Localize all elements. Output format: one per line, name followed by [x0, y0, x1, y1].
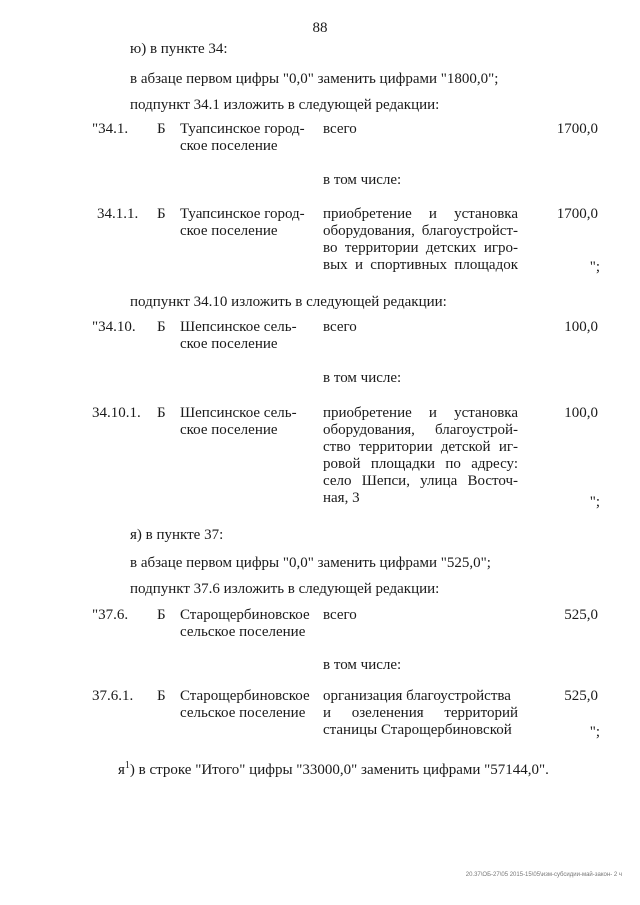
row-amount: 100,0	[564, 405, 598, 421]
paragraph-34-10-intro: подпункт 34.10 изложить в следующей редакции:	[130, 294, 447, 310]
row-description-line: ровой площадки по адресу:	[323, 456, 518, 472]
row-number: "37.6.	[92, 607, 129, 623]
row-description-line: оборудования, благоустройст-	[323, 223, 518, 239]
row-name-line: Старощербиновское	[180, 607, 310, 623]
closing-quote: ";	[589, 259, 600, 275]
row-amount: 1700,0	[556, 121, 598, 137]
row-description-line: ная, 3	[323, 490, 360, 506]
row-code: Б	[157, 607, 166, 623]
row-name	[180, 319, 297, 353]
paragraph-37-6-intro: подпункт 37.6 изложить в следующей редакции:	[130, 581, 440, 597]
row-description: всего	[323, 319, 357, 335]
row-description-line: во территории детских игро-	[323, 240, 518, 256]
row-description-line: ство территории детской иг-	[323, 439, 518, 455]
row-including: в том числе:	[323, 172, 402, 188]
row-code: Б	[157, 206, 166, 222]
row-description-line: оборудования, благоустрой-	[323, 422, 518, 438]
row-name-line: ское поселение	[180, 336, 278, 352]
paragraph-ya1	[118, 760, 549, 779]
row-description-line: вых и спортивных площадок	[323, 257, 518, 273]
row-description	[323, 688, 518, 739]
row-name	[180, 206, 305, 240]
row-description: всего	[323, 121, 357, 137]
row-name-line: Туапсинское город-	[180, 206, 305, 222]
row-code: Б	[157, 688, 166, 704]
row-code: Б	[157, 319, 166, 335]
row-amount: 1700,0	[556, 206, 598, 222]
row-name	[180, 405, 297, 439]
row-name-line: ское поселение	[180, 422, 278, 438]
row-name-line: ское поселение	[180, 138, 278, 154]
row-description-line: организация благоустройства	[323, 688, 511, 704]
row-name-line: Шепсинское сель-	[180, 319, 297, 335]
row-including: в том числе:	[323, 370, 402, 386]
row-description: всего	[323, 607, 357, 623]
row-number: 37.6.1.	[92, 688, 134, 704]
paragraph-yu-first: в абзаце первом цифры "0,0" заменить цифрами "1800,0";	[130, 71, 499, 87]
paragraph-ya-intro: я) в пункте 37:	[130, 527, 224, 543]
row-code: Б	[157, 121, 166, 137]
row-name-line: Туапсинское город-	[180, 121, 305, 137]
row-amount: 525,0	[564, 607, 598, 623]
paragraph-yu-intro: ю) в пункте 34:	[130, 41, 228, 57]
row-name-line: ское поселение	[180, 223, 278, 239]
row-code: Б	[157, 405, 166, 421]
row-name	[180, 607, 310, 641]
paragraph-ya1-prefix: я	[118, 762, 125, 778]
row-description-line: станицы Старощербиновской	[323, 722, 512, 738]
row-number: 34.10.1.	[92, 405, 141, 421]
closing-quote: ";	[589, 724, 600, 740]
page-number: 88	[312, 20, 328, 36]
row-description-line: село Шепси, улица Восточ-	[323, 473, 518, 489]
row-name-line: сельское поселение	[180, 624, 306, 640]
row-description-line: и озеленения территорий	[323, 705, 518, 721]
paragraph-ya1-text: ) в строке "Итого" цифры "33000,0" заменить цифрами "57144,0".	[129, 762, 549, 778]
row-description-line: приобретение и установка	[323, 405, 518, 421]
row-description	[323, 405, 518, 507]
paragraph-34-1-intro: подпункт 34.1 изложить в следующей редакции:	[130, 97, 440, 113]
row-name-line: Шепсинское сель-	[180, 405, 297, 421]
row-number: 34.1.1.	[97, 206, 139, 222]
row-amount: 100,0	[564, 319, 598, 335]
row-amount: 525,0	[564, 688, 598, 704]
row-description-line: приобретение и установка	[323, 206, 518, 222]
row-name-line: Старощербиновское	[180, 688, 310, 704]
paragraph-ya-first: в абзаце первом цифры "0,0" заменить цифрами "525,0";	[130, 555, 491, 571]
row-name	[180, 121, 305, 155]
row-description	[323, 206, 518, 274]
footer-file-path: 20.37\ОБ-27\05 2015-15\05\изм-субсидии-май-закон- 2 ч	[465, 872, 622, 878]
row-number: "34.10.	[92, 319, 136, 335]
paragraph-ya1-superscript: 1	[124, 760, 130, 771]
row-name	[180, 688, 310, 722]
row-number: "34.1.	[92, 121, 129, 137]
closing-quote: ";	[589, 494, 600, 510]
row-name-line: сельское поселение	[180, 705, 306, 721]
row-including: в том числе:	[323, 657, 402, 673]
